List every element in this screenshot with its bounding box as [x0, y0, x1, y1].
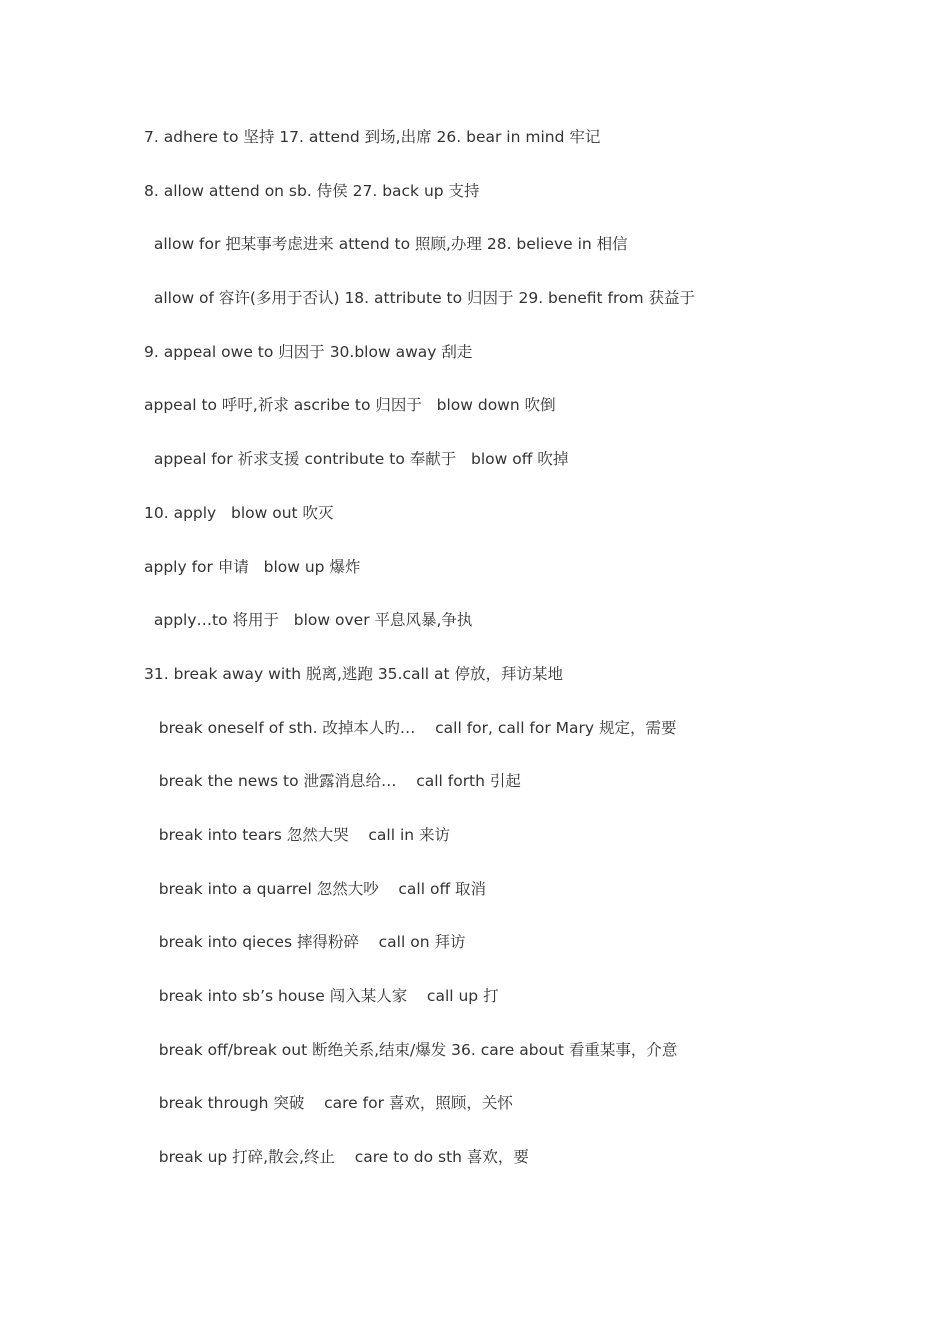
text-line: break oneself of sth. 改掉本人旳… call for, call for Mary 规定，需要 — [144, 718, 677, 737]
text-line: apply…to 将用于 blow over 平息风暴,争执 — [144, 611, 473, 630]
text-line: break the news to 泄露消息给… call forth 引起 — [144, 772, 521, 791]
text-line: break into qieces 摔得粉碎 call on 拜访 — [144, 933, 466, 952]
text-line: appeal to 呼吁,祈求 ascribe to 归因于 blow down 吹倒 — [144, 396, 556, 415]
text-line: break into a quarrel 忽然大吵 call off 取消 — [144, 879, 487, 898]
text-line: allow of 容许(多用于否认) 18. attribute to 归因于 29. benefit from 获益于 — [144, 289, 696, 308]
text-line: 10. apply blow out 吹灭 — [144, 503, 334, 522]
phrase-list — [144, 126, 904, 1200]
text-line: appeal for 祈求支援 contribute to 奉献于 blow off 吹掉 — [144, 450, 569, 469]
text-line: 31. break away with 脱离,逃跑 35.call at 停放，拜访某地 — [144, 664, 564, 683]
text-line: 8. allow attend on sb. 侍侯 27. back up 支持 — [144, 181, 480, 200]
text-line: 9. appeal owe to 归因于 30.blow away 刮走 — [144, 342, 473, 361]
text-line: apply for 申请 blow up 爆炸 — [144, 557, 361, 576]
text-line: break off/break out 断绝关系,结束/爆发 36. care about 看重某事，介意 — [144, 1040, 678, 1059]
text-line: break into sb’s house 闯入某人家 call up 打 — [144, 987, 499, 1005]
text-line: break into tears 忽然大哭 call in 来访 — [144, 825, 451, 844]
text-line: allow for 把某事考虑进来 attend to 照顾,办理 28. believe in 相信 — [144, 235, 628, 254]
text-line: break up 打碎,散会,终止 care to do sth 喜欢，要 — [144, 1148, 529, 1167]
text-line: break through 突破 care for 喜欢，照顾，关怀 — [144, 1094, 513, 1113]
text-line: 7. adhere to 坚持 17. attend 到场,出席 26. bear in mind 牢记 — [144, 128, 601, 146]
